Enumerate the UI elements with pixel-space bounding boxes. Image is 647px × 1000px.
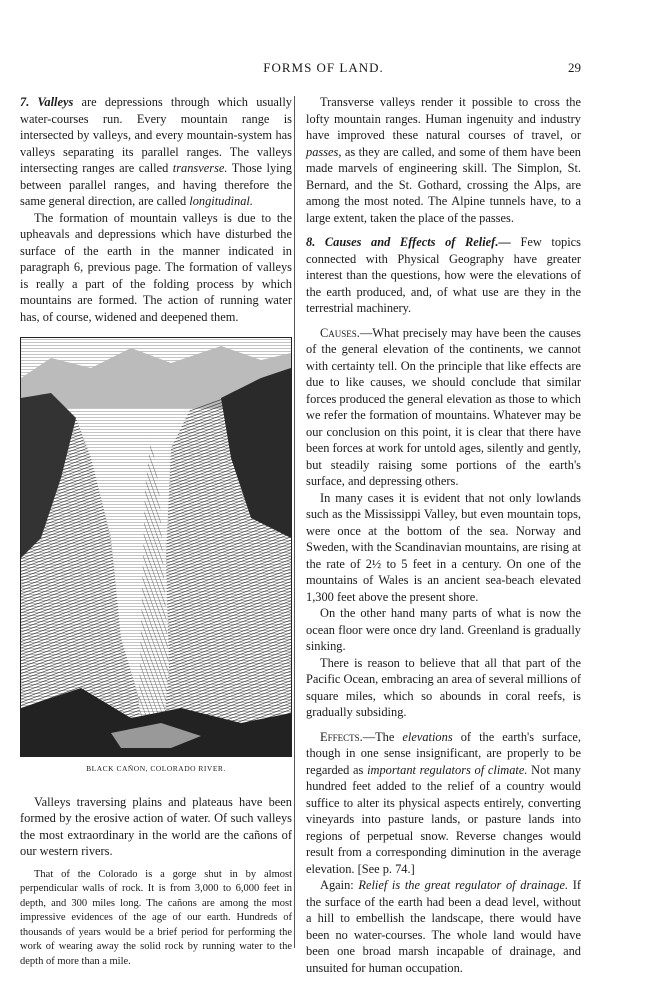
again-text-b: If the surface of the earth had been a dead level, without a hill to embellish the landscape, there would have been no water-courses. The whole land would have been one broad marsh incapable of drainage, and unsuited for human occupation. [306, 878, 581, 975]
section-heading-relief: Causes and Effects of Relief.— [324, 235, 511, 249]
drainage-paragraph [306, 877, 581, 976]
canyon-illustration [20, 337, 292, 757]
term-regulator-drainage: Relief is the great regulator of drainage. [358, 878, 569, 892]
term-regulators-climate: important regulators of climate. [367, 762, 528, 777]
effects-text-a: —The [362, 729, 403, 744]
page-number: 29 [568, 60, 581, 75]
relief-intro-text: Few topics connected with Physical Geography have greater interest than the questions, how were the elevations of the earth produced, and, of what use are they in the terrestrial machinery. [306, 235, 581, 315]
relief-section-paragraph [306, 234, 581, 317]
left-column [20, 94, 292, 969]
causes-text: —What precisely may have been the causes of the general elevation of the continents, we cannot with certainty tell. On the principle that like effects are due to like causes, we should conclude that similar forces produced the general elevation as those to which we refer the formation of mountains. Whatever may be our conclusion on this point, it is clear that there have been forces at work for untold ages, silently and gently, but steadily raising some portions of the earth's surface, and depressing others. [306, 325, 581, 488]
transverse-paragraph [306, 94, 581, 226]
causes-paragraph [306, 325, 581, 490]
formation-paragraph: The formation of mountain valleys is due to the upheavals and depressions which have disturbed the surface of the earth in the manner indicated in paragraph 6, previous page. The formation of valleys is really a part of the folding process by which mountains are formed. The action of running water has, of course, widened and deepened them. [20, 210, 292, 324]
transverse-text-2: as they are called, and some of them have been made marvels of engineering skill. The Simplon, St. Bernard, and the St. Gothard, crossing the Alps, are among the most noted. The Alpine tunnels have, to a large extent, taken the place of the passes. [306, 144, 581, 225]
column-divider [294, 96, 295, 948]
again-text-a: Again: [320, 878, 359, 892]
canyon-engraving [21, 338, 291, 756]
effects-text-b: of the earth's surface, though in one sense insignificant, are properly to be regarded as [306, 729, 581, 777]
right-column [306, 94, 581, 976]
term-transverse: transverse. [172, 161, 228, 175]
running-head: FORMS OF LAND. [263, 60, 384, 75]
effects-paragraph [306, 729, 581, 878]
term-longitudinal: longitudinal. [189, 194, 253, 208]
term-elevations: elevations [402, 729, 453, 744]
transverse-text: Transverse valleys render it possible to cross the lofty mountain ranges. Human ingenuity and industry have improved these natural courses of travel, or [306, 95, 581, 142]
effects-label: Effects. [320, 729, 363, 744]
causes-label: Causes. [320, 325, 360, 340]
pacific-paragraph: There is reason to believe that all that part of the Pacific Ocean, embracing an area of several millions of square miles, which so abounds in coral reefs, is gradually subsiding. [306, 655, 581, 719]
plains-valleys-paragraph: Valleys traversing plains and plateaus have been formed by the erosive action of water. Of such valleys the most extraordinary in the world are the cañons of our western rivers. [20, 794, 292, 858]
lowlands-paragraph: In many cases it is evident that not only lowlands such as the Mississippi Valley, but even mountain tops, were once at the bottom of the sea. Norway and Sweden, with the Scandinavian mountains, are rising at the rate of 2½ to 5 feet in a century. On one of the mountains of Wales is an ancient sea-beach elevated 1,300 feet above the present shore. [306, 490, 581, 604]
valleys-text-2: Those lying between parallel ranges, and having therefore the same general direction, are called [20, 161, 292, 208]
valleys-text: are depressions through which usually water-courses run. Every mountain range is intersected by valleys, and every mountain-system has valleys separating its parallel ranges. The valleys intersecting ranges are called [20, 95, 292, 175]
section-number-8: 8. [306, 235, 316, 249]
section-number: 7. [20, 95, 30, 109]
colorado-note: That of the Colorado is a gorge shut in by almost perpendicular walls of rock. It is from 3,000 to 6,000 feet in depth, and 300 miles long. The cañons are among the most impressive evidences of the age of our earth. Hundreds of thousands of years would be a brief period for performing the work of wearing away the solid rock by running water to the depth of more than a mile. [20, 868, 292, 967]
term-passes: passes, [306, 144, 342, 159]
valleys-paragraph [20, 94, 292, 210]
section-heading-valleys: Valleys [37, 95, 74, 109]
figure-caption: BLACK CAÑON, COLORADO RIVER. [86, 764, 226, 773]
page-header [0, 60, 647, 80]
ocean-floor-paragraph: On the other hand many parts of what is now the ocean floor were once dry land. Greenland is gradually sinking. [306, 606, 581, 653]
effects-text-c: Not many hundred feet added to the relief of a country would suffice to alter its physical aspects entirely, converting vineyards into pasture lands, or pasture lands into regions of perpetual snow. Reverse changes would result from a corresponding diminution in the average elevation. [See p. 74.] [306, 762, 581, 876]
